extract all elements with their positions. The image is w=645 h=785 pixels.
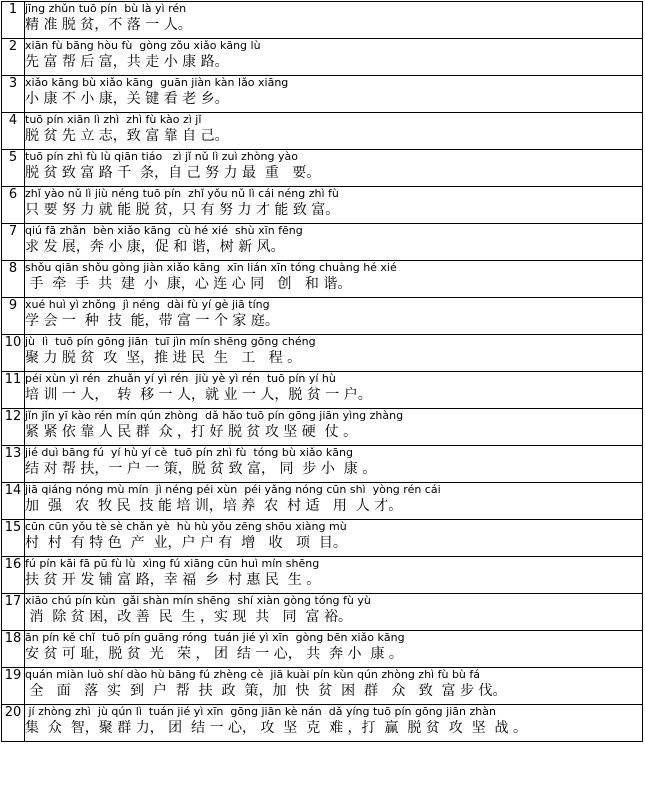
hanzi-line: 聚 力 脱 贫 攻 坚，推 进 民 生 工 程 。 (25, 350, 302, 366)
hanzi-line: 加 强 农 牧 民 技 能 培 训，培 养 农 村 适 用 人 才。 (25, 498, 403, 514)
pinyin-line: fú pín kāi fā pū fù lù xìng fú xiāng cūn huì mín shēng (25, 557, 320, 570)
row-number: 11 (2, 372, 25, 409)
pinyin-line: jí zhòng zhì jù qún lì tuán jié yì xīn gōng jiān kè nán dǎ yíng tuō pín gōng jiān zhàn (25, 705, 496, 718)
row-number: 6 (2, 187, 25, 224)
row-content (25, 594, 643, 631)
worksheet-row (2, 76, 643, 113)
pinyin-line: xiāo chú pín kùn gǎi shàn mín shēng shí xiàn gòng tóng fù yù (25, 594, 371, 607)
pinyin-line: cūn cūn yǒu tè sè chǎn yè hù hù yǒu zēng shōu xiàng mù (25, 520, 347, 533)
row-content (25, 409, 643, 446)
row-content (25, 520, 643, 557)
worksheet-row (2, 446, 643, 483)
row-content (25, 150, 643, 187)
row-number: 9 (2, 298, 25, 335)
worksheet-row (2, 594, 643, 631)
row-number: 16 (2, 557, 25, 594)
row-content (25, 557, 643, 594)
worksheet-row (2, 39, 643, 76)
row-number: 18 (2, 631, 25, 668)
hanzi-line: 精 准 脱 贫，不 落 一 人。 (25, 17, 192, 33)
pinyin-line: tuō pín zhì fù lù qiān tiáo zì jǐ nǔ lì zuì zhòng yào (25, 150, 298, 163)
pinyin-line: zhǐ yào nǔ lì jiù néng tuō pín zhǐ yǒu nǔ lì cái néng zhì fù (25, 187, 339, 200)
pinyin-line: tuō pín xiān lì zhì zhì fù kào zì jǐ (25, 113, 202, 126)
row-number: 8 (2, 261, 25, 298)
row-number: 15 (2, 520, 25, 557)
hanzi-line: 村 村 有 特 色 产 业，户 户 有 增 收 项 目。 (25, 535, 347, 551)
row-number: 13 (2, 446, 25, 483)
row-content (25, 335, 643, 372)
row-content (25, 2, 643, 39)
pinyin-line: péi xùn yì rén zhuǎn yí yì rén jiù yè yì rén tuō pín yí hù (25, 372, 336, 385)
row-number: 3 (2, 76, 25, 113)
row-number: 10 (2, 335, 25, 372)
worksheet-row (2, 335, 643, 372)
hanzi-line: 求 发 展，奔 小 康，促 和 谐，树 新 风。 (25, 239, 285, 255)
hanzi-line: 扶 贫 开 发 铺 富 路，幸 福 乡 村 惠 民 生 。 (25, 572, 321, 588)
row-content (25, 705, 643, 742)
hanzi-line: 学 会 一 种 技 能，带 富 一 个 家 庭。 (25, 313, 279, 329)
pinyin-line: shǒu qiān shǒu gòng jiàn xiǎo kāng xīn lián xīn tóng chuàng hé xié (25, 261, 397, 274)
hanzi-line: 安 贫 可 耻，脱 贫 光 荣 ， 团 结 一 心， 共 奔 小 康 。 (25, 646, 403, 662)
row-content (25, 224, 643, 261)
worksheet-row (2, 224, 643, 261)
row-number: 4 (2, 113, 25, 150)
worksheet-row (2, 557, 643, 594)
worksheet-row (2, 705, 643, 742)
hanzi-line: 紧 紧 依 靠 人 民 群 众 ，打 好 脱 贫 攻 坚 硬 仗 。 (25, 424, 358, 440)
pinyin-line: quán miàn luò shí dào hù bāng fú zhèng cè jiā kuài pín kùn qún zhòng zhì fù bù fá (25, 668, 481, 681)
worksheet-row (2, 668, 643, 705)
hanzi-line: 手 牵 手 共 建 小 康，心 连 心 同 创 和 谐。 (25, 276, 352, 292)
worksheet-row (2, 187, 643, 224)
row-content (25, 113, 643, 150)
pinyin-line: qiú fā zhǎn bèn xiǎo kāng cù hé xié shù xīn fēng (25, 224, 303, 237)
row-content (25, 261, 643, 298)
pinyin-line: jīng zhǔn tuō pín bù là yì rén (25, 2, 187, 15)
hanzi-line: 培 训 一 人， 转 移 一 人，就 业 一 人，脱 贫 一 户。 (25, 387, 372, 403)
pinyin-line: xiǎo kāng bù xiǎo kāng guān jiàn kàn lǎo xiāng (25, 76, 289, 89)
hanzi-line: 先 富 帮 后 富，共 走 小 康 路。 (25, 54, 229, 70)
row-number: 7 (2, 224, 25, 261)
pinyin-line: jiā qiáng nóng mù mín jì néng péi xùn péi yǎng nóng cūn shì yòng rén cái (25, 483, 441, 496)
hanzi-line: 结 对 帮 扶，一 户 一 策，脱 贫 致 富， 同 步 小 康 。 (25, 461, 377, 477)
worksheet-row (2, 298, 643, 335)
worksheet-row (2, 372, 643, 409)
hanzi-line: 只 要 努 力 就 能 脱 贫，只 有 努 力 才 能 致 富。 (25, 202, 340, 218)
row-content (25, 372, 643, 409)
worksheet-row (2, 483, 643, 520)
worksheet-row (2, 113, 643, 150)
pinyin-line: jù lì tuō pín gōng jiān tuī jìn mín shēng gōng chéng (25, 335, 316, 348)
worksheet-row (2, 631, 643, 668)
row-number: 1 (2, 2, 25, 39)
worksheet-row (2, 261, 643, 298)
pinyin-line: jǐn jǐn yī kào rén mín qún zhòng dǎ hǎo tuō pín gōng jiān yìng zhàng (25, 409, 404, 422)
hanzi-line: 小 康 不 小 康，关 键 看 老 乡。 (25, 91, 229, 107)
row-content (25, 631, 643, 668)
hanzi-line: 脱 贫 致 富 路 千 条，自 己 努 力 最 重 要。 (25, 165, 321, 181)
pinyin-line: xiān fù bāng hòu fù gòng zǒu xiǎo kāng lù (25, 39, 261, 52)
pinyin-worksheet-table (1, 1, 643, 742)
row-number: 2 (2, 39, 25, 76)
hanzi-line: 全 面 落 实 到 户 帮 扶 政 策，加 快 贫 困 群 众 致 富 步 伐。 (25, 683, 507, 699)
row-content (25, 483, 643, 520)
worksheet-row (2, 150, 643, 187)
row-number: 14 (2, 483, 25, 520)
row-number: 12 (2, 409, 25, 446)
hanzi-line: 脱 贫 先 立 志，致 富 靠 自 己。 (25, 128, 229, 144)
pinyin-line: ān pín kě chǐ tuō pín guāng róng tuán jié yì xīn gòng bēn xiǎo kāng (25, 631, 405, 644)
row-number: 5 (2, 150, 25, 187)
row-content (25, 668, 643, 705)
row-content (25, 39, 643, 76)
row-number: 20 (2, 705, 25, 742)
row-content (25, 187, 643, 224)
row-number: 17 (2, 594, 25, 631)
worksheet-row (2, 520, 643, 557)
hanzi-line: 消 除 贫 困，改 善 民 生 ，实 现 共 同 富 裕。 (25, 609, 353, 625)
row-content (25, 446, 643, 483)
worksheet-row (2, 2, 643, 39)
pinyin-line: xué huì yì zhǒng jì néng dài fù yí gè jiā tíng (25, 298, 270, 311)
worksheet-row (2, 409, 643, 446)
row-content (25, 76, 643, 113)
row-content (25, 298, 643, 335)
hanzi-line: 集 众 智，聚 群 力， 团 结 一 心， 攻 坚 克 难 ，打 赢 脱 贫 攻 坚 战 。 (25, 720, 527, 736)
pinyin-line: jié duì bāng fú yí hù yí cè tuō pín zhì fù tóng bù xiǎo kāng (25, 446, 353, 459)
row-number: 19 (2, 668, 25, 705)
